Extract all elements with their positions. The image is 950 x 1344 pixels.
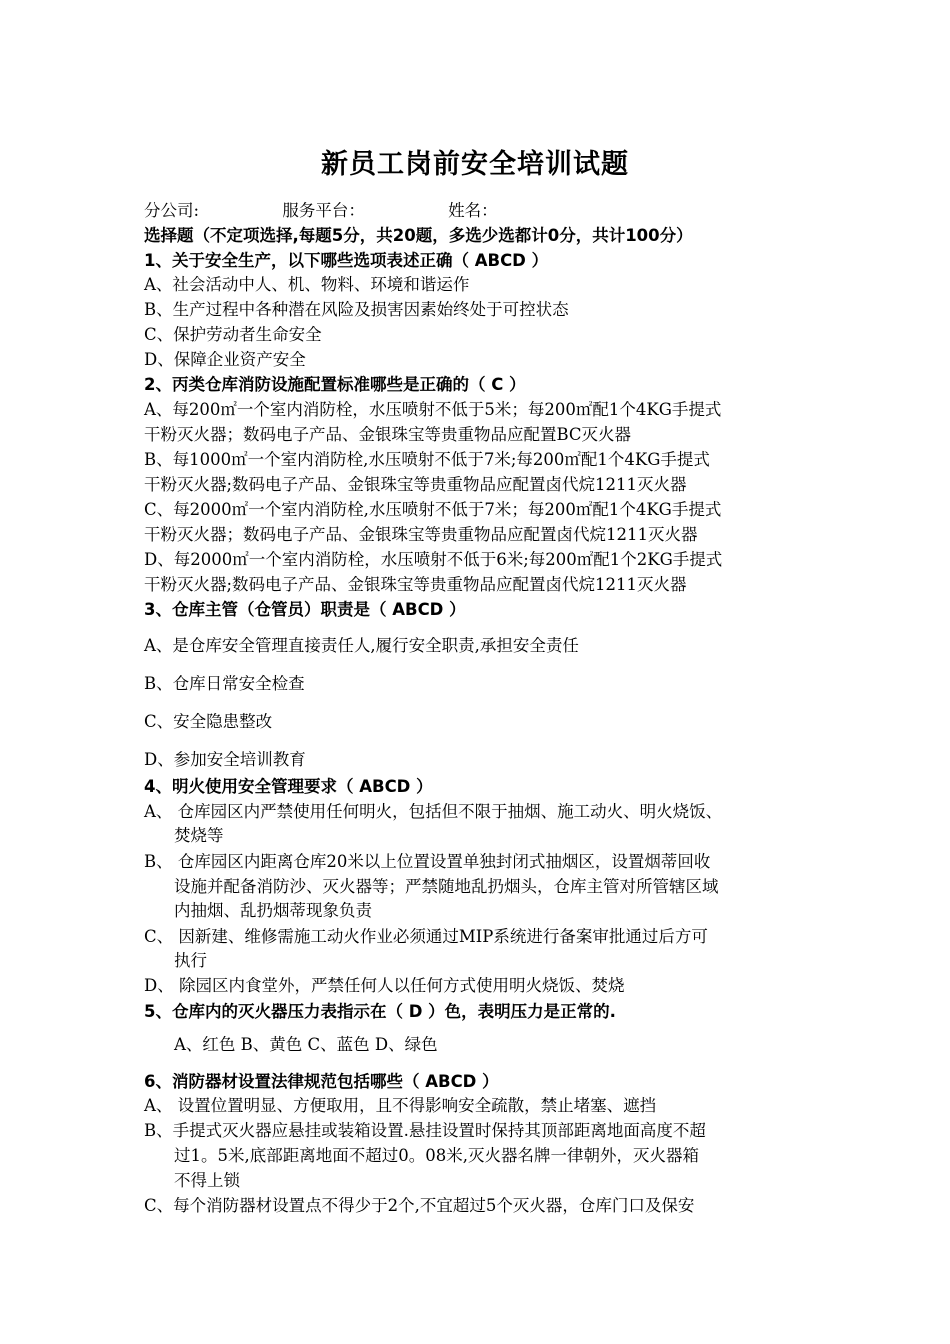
option-text: 不得上锁 xyxy=(174,1171,240,1190)
question-title: 3、仓库主管（仓管员）职责是（ ABCD ） xyxy=(144,600,466,619)
option-text: B、每1000㎡一个室内消防栓,水压喷射不低于7米;每200㎡配1个4KG手提式 xyxy=(144,450,710,469)
option-text: C、每2000㎡一个室内消防栓,水压喷射不低于7米；每200㎡配1个4KG手提式 xyxy=(144,500,722,519)
option-text: B、生产过程中各种潜在风险及损害因素始终处于可控状态 xyxy=(144,300,569,319)
option-text: A、社会活动中人、机、物料、环境和谐运作 xyxy=(144,275,470,294)
form-header xyxy=(144,200,498,222)
question-title: 5、仓库内的灭火器压力表指示在（ D ）色，表明压力是正常的. xyxy=(144,1002,616,1021)
option-text: A、是仓库安全管理直接责任人,履行安全职责,承担安全责任 xyxy=(144,636,579,655)
option-text: 内抽烟、乱扔烟蒂现象负责 xyxy=(174,901,372,920)
instructions: 选择题（不定项选择,每题5分，共20题，多选少选都计0分，共计100分） xyxy=(144,226,693,245)
option-text: 干粉灭火器；数码电子产品、金银珠宝等贵重物品应配置BC灭火器 xyxy=(144,425,632,444)
question-title: 1、关于安全生产，以下哪些选项表述正确（ ABCD ） xyxy=(144,251,549,270)
option-text: C、每个消防器材设置点不得少于2个,不宜超过5个灭火器，仓库门口及保安 xyxy=(144,1196,695,1215)
option-text: C、安全隐患整改 xyxy=(144,712,273,731)
option-text: A、 仓库园区内严禁使用任何明火，包括但不限于抽烟、施工动火、明火烧饭、 xyxy=(144,802,723,821)
name-label: 姓名： xyxy=(448,201,498,220)
option-text: A、红色 B、黄色 C、蓝色 D、绿色 xyxy=(174,1035,438,1054)
option-text: 执行 xyxy=(174,951,207,970)
option-text: B、仓库日常安全检查 xyxy=(144,674,305,693)
option-text: 干粉灭火器；数码电子产品、金银珠宝等贵重物品应配置卤代烷1211灭火器 xyxy=(144,525,698,544)
option-text: C、 因新建、维修需施工动火作业必须通过MIP系统进行备案审批通过后方可 xyxy=(144,927,708,946)
option-text: D、 除园区内食堂外，严禁任何人以任何方式使用明火烧饭、焚烧 xyxy=(144,976,625,995)
option-text: 干粉灭火器;数码电子产品、金银珠宝等贵重物品应配置卤代烷1211灭火器 xyxy=(144,475,687,494)
option-text: A、 设置位置明显、方便取用，且不得影响安全疏散，禁止堵塞、遮挡 xyxy=(144,1096,657,1115)
question-title: 6、消防器材设置法律规范包括哪些（ ABCD ） xyxy=(144,1072,499,1091)
question-title: 4、明火使用安全管理要求（ ABCD ） xyxy=(144,777,433,796)
question-title: 2、丙类仓库消防设施配置标准哪些是正确的（ C ） xyxy=(144,375,526,394)
option-text: D、每2000㎡一个室内消防栓，水压喷射不低于6米;每200㎡配1个2KG手提式 xyxy=(144,550,723,569)
option-text: 焚烧等 xyxy=(174,826,224,845)
platform-label: 服务平台： xyxy=(282,201,365,220)
branch-label: 分公司: xyxy=(144,201,200,220)
page-title: 新员工岗前安全培训试题 xyxy=(321,149,629,180)
option-text: D、保障企业资产安全 xyxy=(144,350,306,369)
option-text: B、 仓库园区内距离仓库20米以上位置设置单独封闭式抽烟区，设置烟蒂回收 xyxy=(144,852,711,871)
option-text: 过1。5米,底部距离地面不超过0。08米,灭火器名牌一律朝外，灭火器箱 xyxy=(174,1146,699,1165)
option-text: A、每200㎡一个室内消防栓，水压喷射不低于5米；每200㎡配1个4KG手提式 xyxy=(144,400,722,419)
option-text: D、参加安全培训教育 xyxy=(144,750,306,769)
option-text: 干粉灭火器;数码电子产品、金银珠宝等贵重物品应配置卤代烷1211灭火器 xyxy=(144,575,687,594)
option-text: 设施并配备消防沙、灭火器等；严禁随地乱扔烟头，仓库主管对所管辖区域 xyxy=(174,877,719,896)
option-text: C、保护劳动者生命安全 xyxy=(144,325,322,344)
option-text: B、手提式灭火器应悬挂或装箱设置.悬挂设置时保持其顶部距离地面高度不超 xyxy=(144,1121,706,1140)
